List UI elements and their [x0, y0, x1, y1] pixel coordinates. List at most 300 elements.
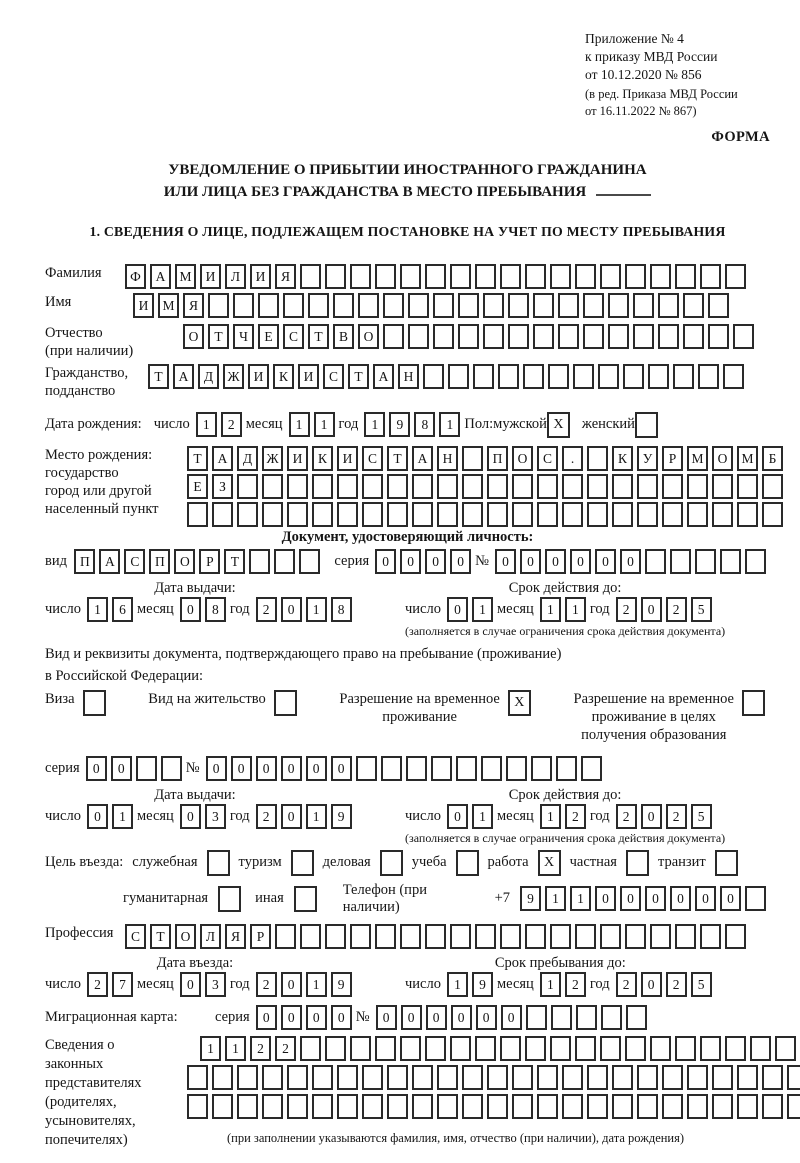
form-cell[interactable]	[633, 293, 654, 318]
form-cell[interactable]	[408, 324, 429, 349]
form-cell[interactable]	[383, 293, 404, 318]
form-cell[interactable]: 0	[695, 886, 716, 911]
form-cell[interactable]: Т	[187, 446, 208, 471]
form-cell[interactable]	[558, 324, 579, 349]
form-cell[interactable]	[187, 1065, 208, 1090]
edu-permit-checkbox[interactable]	[742, 690, 765, 716]
form-cell[interactable]	[725, 924, 746, 949]
form-cell[interactable]	[350, 1036, 371, 1061]
form-cell[interactable]: 0	[375, 549, 396, 574]
form-cell[interactable]	[675, 1036, 696, 1061]
form-cell[interactable]: 0	[641, 597, 662, 622]
form-cell[interactable]: 0	[451, 1005, 472, 1030]
form-cell[interactable]	[300, 924, 321, 949]
form-cell[interactable]	[375, 264, 396, 289]
form-cell[interactable]	[762, 474, 783, 499]
form-cell[interactable]: 1	[472, 597, 493, 622]
form-cell[interactable]: А	[99, 549, 120, 574]
form-cell[interactable]: 0	[256, 756, 277, 781]
form-cell[interactable]	[551, 1005, 572, 1030]
form-cell[interactable]	[473, 364, 494, 389]
form-cell[interactable]	[575, 1036, 596, 1061]
form-cell[interactable]	[662, 1094, 683, 1119]
form-cell[interactable]: 9	[520, 886, 541, 911]
form-cell[interactable]: Н	[437, 446, 458, 471]
form-cell[interactable]: 0	[180, 972, 201, 997]
form-cell[interactable]: Е	[258, 324, 279, 349]
sex-male-checkbox[interactable]: X	[547, 412, 570, 438]
form-cell[interactable]	[737, 474, 758, 499]
purpose-humanitarian-checkbox[interactable]	[218, 886, 241, 912]
form-cell[interactable]	[648, 364, 669, 389]
form-cell[interactable]	[662, 474, 683, 499]
form-cell[interactable]	[633, 324, 654, 349]
form-cell[interactable]: М	[175, 264, 196, 289]
form-cell[interactable]: 0	[425, 549, 446, 574]
form-cell[interactable]	[562, 1094, 583, 1119]
form-cell[interactable]: 0	[231, 756, 252, 781]
form-cell[interactable]: 1	[306, 972, 327, 997]
form-cell[interactable]: К	[312, 446, 333, 471]
form-cell[interactable]: И	[287, 446, 308, 471]
form-cell[interactable]: А	[150, 264, 171, 289]
form-cell[interactable]: 0	[180, 597, 201, 622]
form-cell[interactable]	[325, 264, 346, 289]
form-cell[interactable]	[462, 446, 483, 471]
form-cell[interactable]	[362, 1065, 383, 1090]
form-cell[interactable]	[487, 1094, 508, 1119]
form-cell[interactable]	[550, 264, 571, 289]
form-cell[interactable]	[387, 502, 408, 527]
form-cell[interactable]: 0	[447, 804, 468, 829]
form-cell[interactable]	[675, 264, 696, 289]
form-cell[interactable]	[375, 1036, 396, 1061]
form-cell[interactable]	[312, 1094, 333, 1119]
form-cell[interactable]	[337, 1094, 358, 1119]
form-cell[interactable]	[600, 264, 621, 289]
form-cell[interactable]	[623, 364, 644, 389]
form-cell[interactable]	[556, 756, 577, 781]
form-cell[interactable]	[275, 924, 296, 949]
form-cell[interactable]	[708, 293, 729, 318]
form-cell[interactable]	[708, 324, 729, 349]
form-cell[interactable]	[608, 324, 629, 349]
form-cell[interactable]: П	[487, 446, 508, 471]
form-cell[interactable]	[356, 756, 377, 781]
form-cell[interactable]: 0	[281, 804, 302, 829]
form-cell[interactable]: 1	[472, 804, 493, 829]
form-cell[interactable]	[575, 924, 596, 949]
purpose-work-checkbox[interactable]: X	[538, 850, 561, 876]
form-cell[interactable]	[400, 264, 421, 289]
form-cell[interactable]	[237, 1094, 258, 1119]
form-cell[interactable]	[687, 502, 708, 527]
form-cell[interactable]	[612, 1094, 633, 1119]
form-cell[interactable]: 1	[439, 412, 460, 437]
form-cell[interactable]	[450, 924, 471, 949]
form-cell[interactable]	[300, 1036, 321, 1061]
form-cell[interactable]	[500, 924, 521, 949]
form-cell[interactable]: 0	[501, 1005, 522, 1030]
form-cell[interactable]	[612, 1065, 633, 1090]
form-cell[interactable]: 8	[205, 597, 226, 622]
form-cell[interactable]: Т	[308, 324, 329, 349]
form-cell[interactable]	[408, 293, 429, 318]
form-cell[interactable]	[626, 1005, 647, 1030]
form-cell[interactable]	[737, 1065, 758, 1090]
form-cell[interactable]	[745, 886, 766, 911]
form-cell[interactable]: К	[273, 364, 294, 389]
form-cell[interactable]	[412, 474, 433, 499]
form-cell[interactable]: 1	[196, 412, 217, 437]
form-cell[interactable]: 0	[180, 804, 201, 829]
form-cell[interactable]	[558, 293, 579, 318]
form-cell[interactable]: Б	[762, 446, 783, 471]
form-cell[interactable]	[712, 502, 733, 527]
form-cell[interactable]: 8	[414, 412, 435, 437]
form-cell[interactable]	[683, 293, 704, 318]
form-cell[interactable]	[262, 1094, 283, 1119]
form-cell[interactable]	[725, 1036, 746, 1061]
form-cell[interactable]: А	[212, 446, 233, 471]
form-cell[interactable]	[637, 502, 658, 527]
form-cell[interactable]	[462, 1065, 483, 1090]
form-cell[interactable]	[573, 364, 594, 389]
form-cell[interactable]: П	[149, 549, 170, 574]
form-cell[interactable]: 1	[200, 1036, 221, 1061]
form-cell[interactable]	[431, 756, 452, 781]
form-cell[interactable]	[500, 1036, 521, 1061]
form-cell[interactable]	[525, 924, 546, 949]
form-cell[interactable]	[601, 1005, 622, 1030]
form-cell[interactable]	[406, 756, 427, 781]
form-cell[interactable]	[433, 293, 454, 318]
purpose-business-checkbox[interactable]	[207, 850, 230, 876]
form-cell[interactable]: Т	[224, 549, 245, 574]
purpose-private-checkbox[interactable]	[626, 850, 649, 876]
form-cell[interactable]	[525, 1036, 546, 1061]
form-cell[interactable]	[637, 474, 658, 499]
form-cell[interactable]: 2	[565, 804, 586, 829]
form-cell[interactable]: О	[358, 324, 379, 349]
form-cell[interactable]: Р	[662, 446, 683, 471]
form-cell[interactable]	[383, 324, 404, 349]
form-cell[interactable]	[475, 924, 496, 949]
form-cell[interactable]	[537, 502, 558, 527]
form-cell[interactable]: Т	[208, 324, 229, 349]
form-cell[interactable]	[720, 549, 741, 574]
form-cell[interactable]	[462, 1094, 483, 1119]
form-cell[interactable]: 1	[87, 597, 108, 622]
form-cell[interactable]	[187, 1094, 208, 1119]
form-cell[interactable]: 2	[616, 804, 637, 829]
form-cell[interactable]	[762, 1065, 783, 1090]
form-cell[interactable]	[212, 1065, 233, 1090]
form-cell[interactable]	[437, 1094, 458, 1119]
form-cell[interactable]	[423, 364, 444, 389]
form-cell[interactable]: 1	[540, 804, 561, 829]
form-cell[interactable]	[712, 1094, 733, 1119]
form-cell[interactable]	[637, 1094, 658, 1119]
form-cell[interactable]	[725, 264, 746, 289]
form-cell[interactable]: О	[175, 924, 196, 949]
form-cell[interactable]	[583, 293, 604, 318]
form-cell[interactable]: Л	[225, 264, 246, 289]
form-cell[interactable]	[612, 502, 633, 527]
form-cell[interactable]: 1	[306, 804, 327, 829]
form-cell[interactable]: 0	[641, 804, 662, 829]
form-cell[interactable]	[425, 1036, 446, 1061]
form-cell[interactable]	[412, 502, 433, 527]
form-cell[interactable]	[533, 293, 554, 318]
form-cell[interactable]	[775, 1036, 796, 1061]
form-cell[interactable]: А	[373, 364, 394, 389]
purpose-commercial-checkbox[interactable]	[380, 850, 403, 876]
form-cell[interactable]	[698, 364, 719, 389]
form-cell[interactable]	[475, 1036, 496, 1061]
form-cell[interactable]	[587, 1094, 608, 1119]
visa-checkbox[interactable]	[83, 690, 106, 716]
form-cell[interactable]: А	[412, 446, 433, 471]
form-cell[interactable]	[537, 1094, 558, 1119]
form-cell[interactable]	[208, 293, 229, 318]
form-cell[interactable]	[500, 264, 521, 289]
form-cell[interactable]: К	[612, 446, 633, 471]
form-cell[interactable]	[412, 1065, 433, 1090]
form-cell[interactable]: Д	[237, 446, 258, 471]
form-cell[interactable]: 0	[645, 886, 666, 911]
form-cell[interactable]	[400, 924, 421, 949]
form-cell[interactable]: С	[124, 549, 145, 574]
form-cell[interactable]: М	[158, 293, 179, 318]
form-cell[interactable]	[687, 1065, 708, 1090]
form-cell[interactable]: Ж	[262, 446, 283, 471]
form-cell[interactable]	[675, 924, 696, 949]
form-cell[interactable]: И	[298, 364, 319, 389]
form-cell[interactable]	[625, 1036, 646, 1061]
form-cell[interactable]: 2	[256, 804, 277, 829]
form-cell[interactable]	[337, 474, 358, 499]
form-cell[interactable]: 8	[331, 597, 352, 622]
form-cell[interactable]	[350, 924, 371, 949]
form-cell[interactable]: Д	[198, 364, 219, 389]
form-cell[interactable]	[456, 756, 477, 781]
form-cell[interactable]: С	[362, 446, 383, 471]
form-cell[interactable]: 2	[221, 412, 242, 437]
form-cell[interactable]	[433, 324, 454, 349]
form-cell[interactable]	[462, 502, 483, 527]
form-cell[interactable]	[658, 293, 679, 318]
form-cell[interactable]: 0	[331, 756, 352, 781]
form-cell[interactable]	[506, 756, 527, 781]
form-cell[interactable]	[487, 474, 508, 499]
form-cell[interactable]	[576, 1005, 597, 1030]
form-cell[interactable]	[350, 264, 371, 289]
form-cell[interactable]	[687, 1094, 708, 1119]
form-cell[interactable]	[412, 1094, 433, 1119]
form-cell[interactable]: 1	[565, 597, 586, 622]
form-cell[interactable]	[508, 293, 529, 318]
form-cell[interactable]	[662, 502, 683, 527]
form-cell[interactable]	[637, 1065, 658, 1090]
form-cell[interactable]	[762, 502, 783, 527]
form-cell[interactable]: 0	[111, 756, 132, 781]
form-cell[interactable]: Я	[225, 924, 246, 949]
form-cell[interactable]: 0	[570, 549, 591, 574]
form-cell[interactable]	[575, 264, 596, 289]
form-cell[interactable]	[187, 502, 208, 527]
form-cell[interactable]	[587, 502, 608, 527]
form-cell[interactable]: В	[333, 324, 354, 349]
form-cell[interactable]	[687, 474, 708, 499]
form-cell[interactable]	[358, 293, 379, 318]
form-cell[interactable]: И	[200, 264, 221, 289]
form-cell[interactable]	[337, 502, 358, 527]
form-cell[interactable]: С	[323, 364, 344, 389]
form-cell[interactable]	[450, 1036, 471, 1061]
form-cell[interactable]	[587, 474, 608, 499]
form-cell[interactable]	[600, 924, 621, 949]
form-cell[interactable]	[512, 1065, 533, 1090]
form-cell[interactable]	[512, 1094, 533, 1119]
form-cell[interactable]	[512, 502, 533, 527]
sex-female-checkbox[interactable]	[635, 412, 658, 438]
form-cell[interactable]	[562, 502, 583, 527]
form-cell[interactable]	[287, 502, 308, 527]
form-cell[interactable]: 9	[331, 972, 352, 997]
form-cell[interactable]: О	[512, 446, 533, 471]
form-cell[interactable]	[508, 324, 529, 349]
form-cell[interactable]: 2	[666, 597, 687, 622]
form-cell[interactable]	[381, 756, 402, 781]
form-cell[interactable]	[562, 474, 583, 499]
form-cell[interactable]: 0	[426, 1005, 447, 1030]
form-cell[interactable]	[787, 1065, 800, 1090]
form-cell[interactable]	[400, 1036, 421, 1061]
form-cell[interactable]: 1	[540, 597, 561, 622]
form-cell[interactable]: С	[125, 924, 146, 949]
form-cell[interactable]	[587, 446, 608, 471]
form-cell[interactable]	[787, 1094, 800, 1119]
form-cell[interactable]: 1	[447, 972, 468, 997]
form-cell[interactable]	[581, 756, 602, 781]
form-cell[interactable]	[608, 293, 629, 318]
form-cell[interactable]: О	[183, 324, 204, 349]
form-cell[interactable]	[325, 1036, 346, 1061]
form-cell[interactable]	[283, 293, 304, 318]
form-cell[interactable]	[662, 1065, 683, 1090]
form-cell[interactable]	[458, 324, 479, 349]
form-cell[interactable]	[387, 1094, 408, 1119]
form-cell[interactable]	[523, 364, 544, 389]
form-cell[interactable]: 0	[281, 1005, 302, 1030]
form-cell[interactable]: 1	[570, 886, 591, 911]
form-cell[interactable]: О	[712, 446, 733, 471]
form-cell[interactable]	[533, 324, 554, 349]
form-cell[interactable]	[695, 549, 716, 574]
form-cell[interactable]: И	[337, 446, 358, 471]
purpose-transit-checkbox[interactable]	[715, 850, 738, 876]
form-cell[interactable]: Ж	[223, 364, 244, 389]
form-cell[interactable]: 2	[250, 1036, 271, 1061]
form-cell[interactable]	[762, 1094, 783, 1119]
temp-permit-checkbox[interactable]: X	[508, 690, 531, 716]
form-cell[interactable]: 0	[256, 1005, 277, 1030]
form-cell[interactable]: Я	[183, 293, 204, 318]
form-cell[interactable]: 2	[256, 597, 277, 622]
form-cell[interactable]	[550, 924, 571, 949]
form-cell[interactable]: Н	[398, 364, 419, 389]
form-cell[interactable]: 0	[86, 756, 107, 781]
form-cell[interactable]	[387, 1065, 408, 1090]
form-cell[interactable]	[425, 924, 446, 949]
form-cell[interactable]: 1	[289, 412, 310, 437]
form-cell[interactable]	[312, 502, 333, 527]
form-cell[interactable]	[237, 474, 258, 499]
form-cell[interactable]: Р	[199, 549, 220, 574]
form-cell[interactable]	[475, 264, 496, 289]
form-cell[interactable]: Л	[200, 924, 221, 949]
form-cell[interactable]	[645, 549, 666, 574]
form-cell[interactable]: 0	[620, 886, 641, 911]
form-cell[interactable]	[212, 1094, 233, 1119]
form-cell[interactable]	[161, 756, 182, 781]
form-cell[interactable]	[487, 1065, 508, 1090]
form-cell[interactable]: 2	[616, 597, 637, 622]
form-cell[interactable]	[312, 1065, 333, 1090]
form-cell[interactable]	[587, 1065, 608, 1090]
form-cell[interactable]	[723, 364, 744, 389]
form-cell[interactable]: 0	[595, 886, 616, 911]
form-cell[interactable]	[362, 474, 383, 499]
form-cell[interactable]: Т	[150, 924, 171, 949]
form-cell[interactable]	[700, 1036, 721, 1061]
form-cell[interactable]: И	[248, 364, 269, 389]
form-cell[interactable]: Е	[187, 474, 208, 499]
form-cell[interactable]: 2	[666, 804, 687, 829]
form-cell[interactable]: 0	[376, 1005, 397, 1030]
form-cell[interactable]	[287, 1065, 308, 1090]
form-cell[interactable]	[598, 364, 619, 389]
form-cell[interactable]	[450, 264, 471, 289]
form-cell[interactable]: 0	[306, 756, 327, 781]
form-cell[interactable]	[537, 474, 558, 499]
form-cell[interactable]	[683, 324, 704, 349]
form-cell[interactable]: 0	[331, 1005, 352, 1030]
form-cell[interactable]	[526, 1005, 547, 1030]
form-cell[interactable]	[483, 293, 504, 318]
form-cell[interactable]	[237, 1065, 258, 1090]
form-cell[interactable]	[650, 264, 671, 289]
form-cell[interactable]: 2	[565, 972, 586, 997]
form-cell[interactable]	[262, 502, 283, 527]
form-cell[interactable]	[550, 1036, 571, 1061]
form-cell[interactable]	[481, 756, 502, 781]
form-cell[interactable]: 0	[306, 1005, 327, 1030]
form-cell[interactable]	[258, 293, 279, 318]
form-cell[interactable]: 0	[281, 756, 302, 781]
form-cell[interactable]: 0	[520, 549, 541, 574]
form-cell[interactable]: .	[562, 446, 583, 471]
form-cell[interactable]	[337, 1065, 358, 1090]
form-cell[interactable]: 1	[306, 597, 327, 622]
form-cell[interactable]: С	[537, 446, 558, 471]
form-cell[interactable]	[287, 474, 308, 499]
form-cell[interactable]	[308, 293, 329, 318]
form-cell[interactable]: Я	[275, 264, 296, 289]
form-cell[interactable]: 0	[641, 972, 662, 997]
form-cell[interactable]	[537, 1065, 558, 1090]
